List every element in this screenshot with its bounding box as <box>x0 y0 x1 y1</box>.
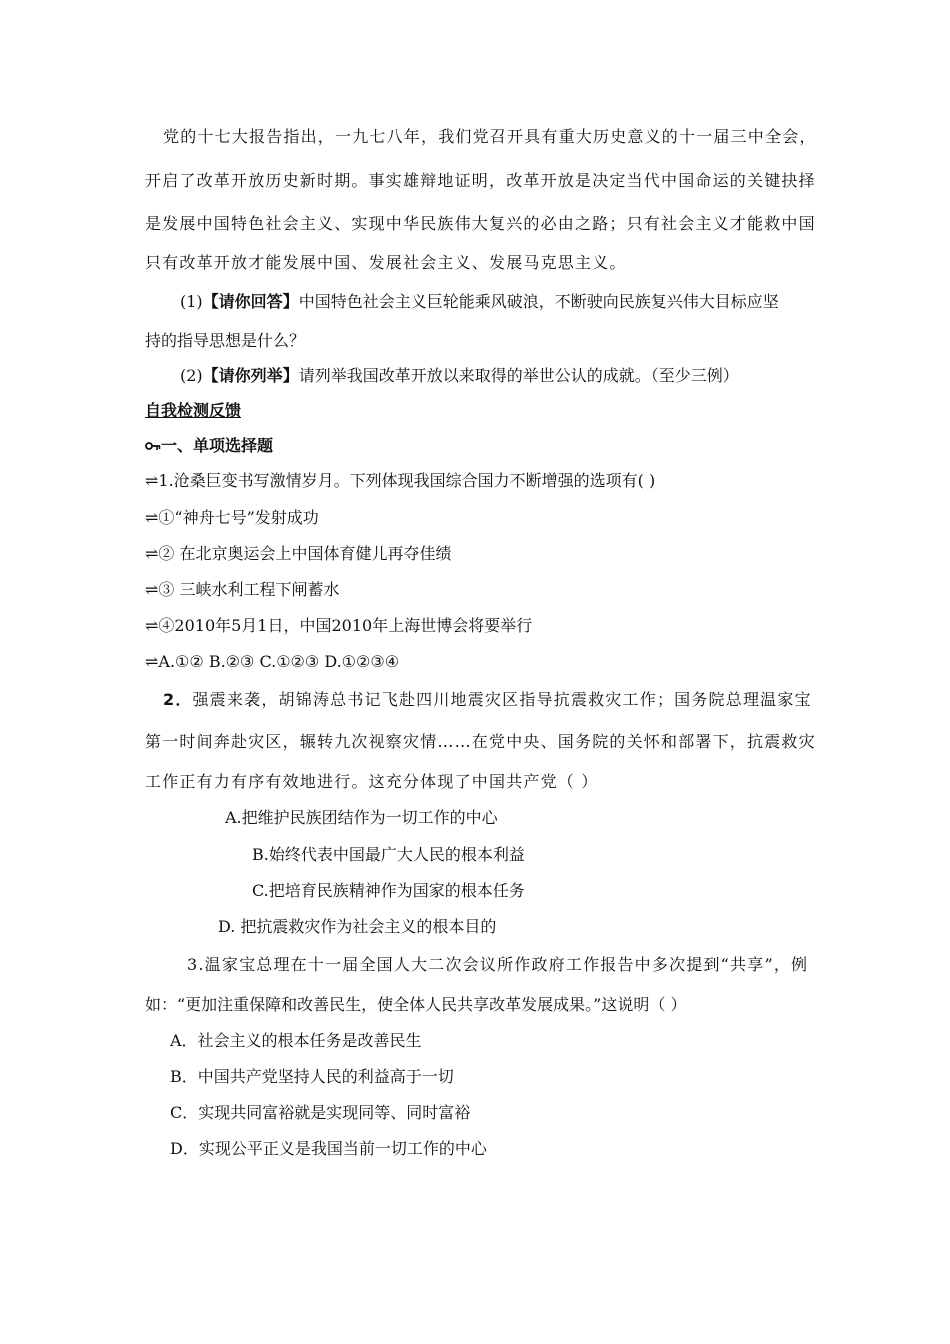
arrow-marker-icon: ⇌ <box>145 652 159 671</box>
arrow-marker-icon: ⇌ <box>145 544 159 563</box>
mc2-line-1-text: 强震来袭，胡锦涛总书记飞赴四川地震灾区指导抗震救灾工作；国务院总理温家宝 <box>192 690 812 709</box>
arrow-marker-icon: ⇌ <box>145 616 159 635</box>
mc1-item-4 <box>145 616 532 636</box>
mc2-number: 2． <box>163 690 193 709</box>
intro-line-4: 只有改革开放才能发展中国、发展社会主义、发展马克思主义。 <box>145 253 627 272</box>
mc2-option-c: C.把培育民族精神作为国家的根本任务 <box>252 881 525 900</box>
mc3-option-c: C．实现共同富裕就是实现同等、同时富裕 <box>170 1103 471 1122</box>
mc3-line-2: 如：“更加注重保障和改善民生，使全体人民共享改革发展成果。”这说明（ ） <box>145 995 687 1014</box>
mc3-option-a: A．社会主义的根本任务是改善民生 <box>170 1031 422 1050</box>
mc1-item-3 <box>145 580 340 600</box>
mc3-option-d: D．实现公平正义是我国当前一切工作的中心 <box>170 1139 487 1158</box>
mc1-item-2-text: ② 在北京奥运会上中国体育健儿再夺佳绩 <box>158 544 452 563</box>
question-2-line <box>180 366 739 386</box>
question-1-number: (1) <box>180 292 203 311</box>
question-2-tag: 【请你列举】 <box>202 366 299 385</box>
question-1-line-1 <box>180 292 779 312</box>
mc3-option-b: B．中国共产党坚持人民的利益高于一切 <box>170 1067 454 1086</box>
question-2-text: 请列举我国改革开放以来取得的举世公认的成就。（至少三例） <box>298 366 739 385</box>
mc2-line-3: 工作正有力有序有效地进行。这充分体现了中国共产党（ ） <box>145 772 599 791</box>
mc1-item-2 <box>145 544 452 564</box>
arrow-marker-icon: ⇌ <box>145 471 159 490</box>
section-title: 自我检测反馈 <box>145 401 242 420</box>
mc1-item-3-text: ③ 三峡水利工程下闸蓄水 <box>158 580 340 599</box>
arrow-marker-icon: ⇌ <box>145 508 159 527</box>
mc1-item-1 <box>145 508 319 528</box>
mc3-line-1: 3.温家宝总理在十一届全国人大二次会议所作政府工作报告中多次提到“共享”，例 <box>187 955 809 974</box>
mc1-options-text: A.①② B.②③ C.①②③ D.①②③④ <box>158 652 400 671</box>
question-1-line-2: 持的指导思想是什么？ <box>145 331 306 350</box>
mc1-item-1-text: ①“神舟七号”发射成功 <box>158 508 319 527</box>
mc1-item-4-text: ④2010年5月1日，中国2010年上海世博会将要举行 <box>158 616 533 635</box>
mc2-option-a: A.把维护民族团结作为一切工作的中心 <box>225 808 498 827</box>
mc2-option-b: B.始终代表中国最广大人民的根本利益 <box>252 845 525 864</box>
subsection-title: 一、单项选择题 <box>161 436 274 455</box>
mc1-stem-line <box>145 471 655 491</box>
question-2-number: (2) <box>180 366 203 385</box>
subsection-heading <box>145 436 273 456</box>
mc2-option-d: D. 把抗震救灾作为社会主义的根本目的 <box>218 917 497 936</box>
intro-line-3: 是发展中国特色社会主义、实现中华民族伟大复兴的必由之路；只有社会主义才能救中国 <box>145 214 816 233</box>
mc2-line-2: 第一时间奔赴灾区，辗转九次视察灾情……在党中央、国务院的关怀和部署下，抗震救灾 <box>145 732 816 751</box>
intro-line-2: 开启了改革开放历史新时期。事实雄辩地证明，改革开放是决定当代中国命运的关键抉择 <box>145 171 816 190</box>
mc1-stem: 1.沧桑巨变书写激情岁月。下列体现我国综合国力不断增强的选项有( ) <box>158 471 656 490</box>
arrow-marker-icon: ⇌ <box>145 580 159 599</box>
question-1-text-1: 中国特色社会主义巨轮能乘风破浪，不断驶向民族复兴伟大目标应坚 <box>298 292 779 311</box>
mc2-line-1 <box>163 690 812 710</box>
intro-line-1: 党的十七大报告指出，一九七八年，我们党召开具有重大历史意义的十一届三中全会， <box>163 127 817 146</box>
question-1-tag: 【请你回答】 <box>202 292 299 311</box>
mc1-options <box>145 652 399 672</box>
key-icon <box>145 440 161 452</box>
